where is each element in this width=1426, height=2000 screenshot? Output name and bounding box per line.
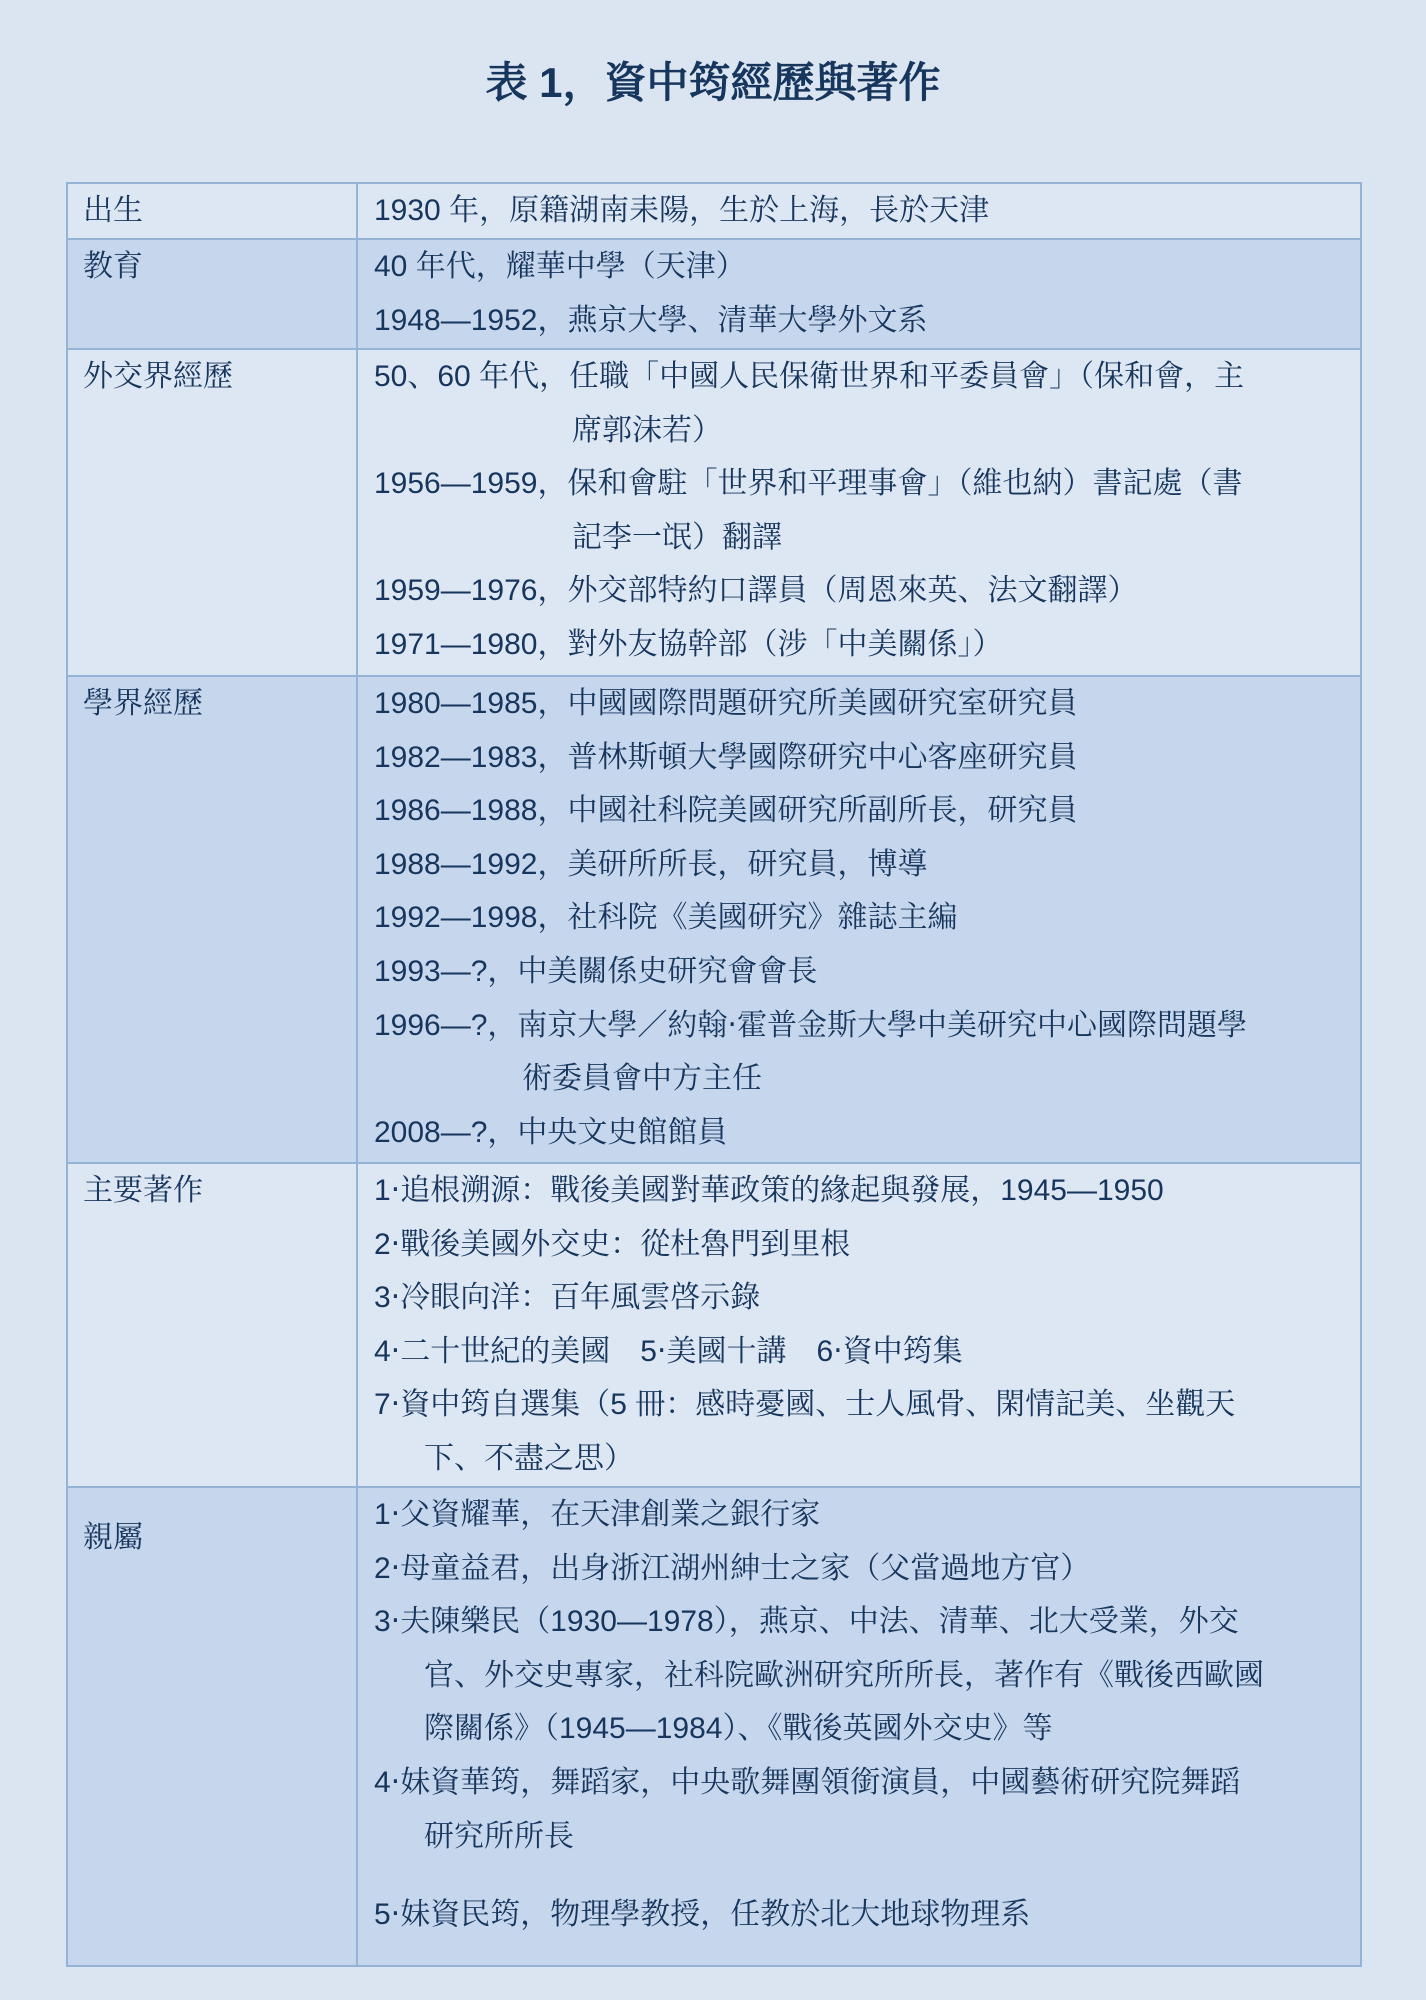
row-content [358,184,1360,238]
entry-line: 1‧父資耀華，在天津創業之銀行家 [374,1498,821,1531]
entry [374,999,1360,1106]
entry-continuation-line: 記李一氓）翻譯 [572,520,782,554]
entry [374,1595,1360,1756]
entry-line: 1982—1983，普林斯頓大學國際研究中心客座研究員 [374,740,1078,774]
entry-continuation-line: 下、不盡之思） [424,1441,634,1475]
entry-line: 2‧戰後美國外交史：從杜魯門到里根 [374,1227,851,1261]
entry-line: 4‧二十世紀的美國 5‧美國十講 6‧資中筠集 [374,1334,963,1368]
entry-continuation-line: 研究所所長 [424,1819,574,1853]
entry-line: 40 年代，耀華中學（天津） [374,250,746,283]
row-content [358,1488,1360,1965]
entry-continuation-line: 官、外交史專家，社科院歐洲研究所所長，著作有《戰後西歐國 [424,1658,1264,1692]
table-row-diplomatic-career [68,348,1360,675]
row-label: 出生 [68,184,358,238]
table-row-academic-career [68,675,1360,1162]
table-row-birth [68,184,1360,238]
row-label: 親屬 [68,1488,358,1965]
table-row-major-works [68,1162,1360,1486]
entry-continuation-line: 席郭沫若） [572,413,722,447]
row-label: 教育 [68,240,358,348]
entry-line: 1956—1959，保和會駐「世界和平理事會」（維也納）書記處（書 [374,467,1243,501]
entry-line: 1930 年，原籍湖南耒陽，生於上海，長於天津 [374,194,990,227]
row-content [358,1164,1360,1486]
entry-line: 4‧妹資華筠，舞蹈家，中央歌舞團領銜演員，中國藝術研究院舞蹈 [374,1765,1241,1799]
entry-line: 1996—?，南京大學／約翰‧霍普金斯大學中美研究中心國際問題學 [374,1008,1247,1042]
row-label: 外交界經歷 [68,350,358,675]
entry-continuation-line: 際關係》（1945—1984）、《戰後英國外交史》等 [424,1712,1053,1746]
entry-line: 1993—?，中美關係史研究會會長 [374,954,818,988]
table-row-education [68,238,1360,348]
entry [374,457,1360,564]
entry-line: 50、60 年代，任職「中國人民保衛世界和平委員會」（保和會，主 [374,360,1245,393]
entry-line: 1986—1988，中國社科院美國研究所副所長，研究員 [374,794,1078,828]
entry-line: 1992—1998，社科院《美國研究》雜誌主編 [374,901,958,935]
row-content [358,240,1360,348]
entry-line: 1971—1980，對外友協幹部（涉「中美關係」） [374,627,1003,661]
biography-table [66,182,1362,1967]
entry-line: 1980—1985，中國國際問題研究所美國研究室研究員 [374,687,1078,720]
entry-line: 1988—1992，美研所所長，研究員，博導 [374,847,928,881]
row-content [358,350,1360,675]
entry-line: 2008—?，中央文史館館員 [374,1115,728,1149]
entry-continuation-line: 術委員會中方主任 [522,1062,762,1096]
entry-line: 3‧冷眼向洋：百年風雲啓示錄 [374,1281,761,1315]
row-label: 學界經歷 [68,677,358,1162]
entry-line: 1‧追根溯源：戰後美國對華政策的緣起與發展，1945—1950 [374,1174,1164,1207]
table-row-family [68,1486,1360,1965]
table-title: 表 1，資中筠經歷與著作 [485,59,941,106]
entry [374,350,1360,457]
entry-line: 7‧資中筠自選集（5 冊：感時憂國、士人風骨、閑情記美、坐觀天 [374,1388,1236,1422]
row-content [358,677,1360,1162]
row-label: 主要著作 [68,1164,358,1486]
entry [374,1378,1360,1485]
entry [374,1756,1360,1863]
entry-line: 5‧妹資民筠，物理學教授，任教於北大地球物理系 [374,1898,1031,1932]
entry-line: 2‧母童益君，出身浙江湖州紳士之家（父當過地方官） [374,1551,1091,1585]
entry-line: 1959—1976，外交部特約口譯員（周恩來英、法文翻譯） [374,574,1138,608]
entry-line: 1948—1952，燕京大學、清華大學外文系 [374,303,928,337]
entry-line: 3‧夫陳樂民（1930—1978），燕京、中法、清華、北大受業，外交 [374,1605,1239,1639]
